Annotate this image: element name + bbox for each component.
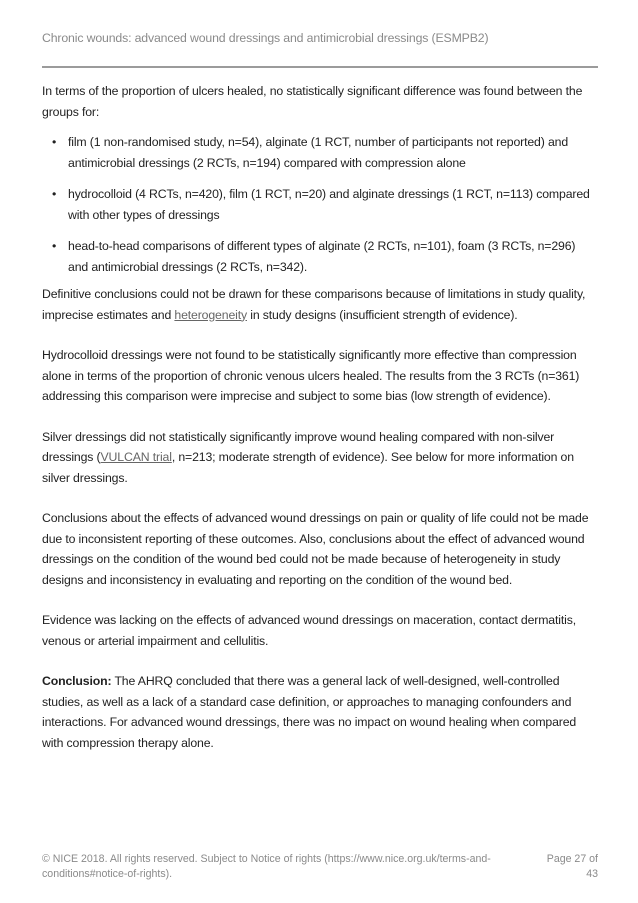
bullet-icon: • [52, 239, 57, 253]
page-number: Page 27 of 43 [546, 853, 598, 880]
paragraph-text: , n=213; moderate strength of evidence). See below for more information on silver dressings. [42, 450, 574, 485]
list-item-text: hydrocolloid (4 RCTs, n=420), film (1 RCT, n=20) and alginate dressings (1 RCT, n=113) compared with other types of dressings [68, 187, 590, 222]
conclusion-paragraph [42, 671, 598, 753]
paragraph-text: in study designs (insufficient strength of evidence). [246, 307, 518, 322]
document-header: Chronic wounds: advanced wound dressings and antimicrobial dressings (ESMPB2) [42, 31, 489, 45]
paragraph-text: Silver dressings did not statistically significantly improve wound healing compared with non-silver dressings ( [42, 429, 555, 464]
paragraph-text: The AHRQ concluded that there was a general lack of well-designed, well-controlled studies, as well as a lack of a standard case definition, or approaches to managing confounders and interactions. For advanced wound dressings, there was no impact on wound healing when compared with compression therapy alone. [42, 674, 577, 750]
heterogeneity-link[interactable]: heterogeneity [174, 307, 247, 322]
intro-paragraph: In terms of the proportion of ulcers healed, no statistically significant difference was found between the groups for: [42, 84, 583, 119]
findings-list [42, 132, 598, 277]
conclusions-paragraph [42, 284, 598, 325]
paragraph-text: Definitive conclusions could not be drawn for these comparisons because of limitations in study quality, imprecise estimates and [42, 287, 586, 322]
list-item-text: head-to-head comparisons of different types of alginate (2 RCTs, n=101), foam (3 RCTs, n=296) and antimicrobial dressings (2 RCTs, n=342). [68, 239, 576, 274]
copyright-notice: © NICE 2018. All rights reserved. Subject to Notice of rights (https://www.nice.org.uk/terms-and-conditions#notice-of-rights). [42, 853, 491, 880]
vulcan-trial-link[interactable]: VULCAN trial [100, 450, 172, 464]
main-content [42, 81, 598, 753]
pain-quality-paragraph: Conclusions about the effects of advanced wound dressings on pain or quality of life could not be made due to inconsistent reporting of these outcomes. Also, conclusions about the effect of advanced wound dressings on the condition of the wound bed could not be made because of heterogeneity in study designs and inconsistency in evaluating and reporting on the condition of the wound bed. [42, 511, 589, 587]
evidence-lacking-paragraph: Evidence was lacking on the effects of advanced wound dressings on maceration, contact dermatitis, venous or arterial impairment and cellulitis. [42, 613, 576, 648]
conclusion-label: Conclusion: [42, 674, 112, 688]
list-item [42, 184, 598, 225]
list-item [42, 236, 598, 277]
bullet-icon: • [52, 135, 57, 149]
list-item [42, 132, 598, 173]
list-item-text: film (1 non-randomised study, n=54), alginate (1 RCT, number of participants not reported) and antimicrobial dressings (2 RCTs, n=194) compared with compression alone [68, 135, 569, 170]
header-divider [42, 66, 598, 68]
silver-paragraph [42, 427, 598, 489]
hydrocolloid-paragraph: Hydrocolloid dressings were not found to be statistically significantly more effective than compression alone in terms of the proportion of chronic venous ulcers healed. The results from the 3 RCTs (n=361) addressing this comparison were imprecise and subject to some bias (low strength of evidence). [42, 348, 580, 403]
bullet-icon: • [52, 187, 57, 201]
